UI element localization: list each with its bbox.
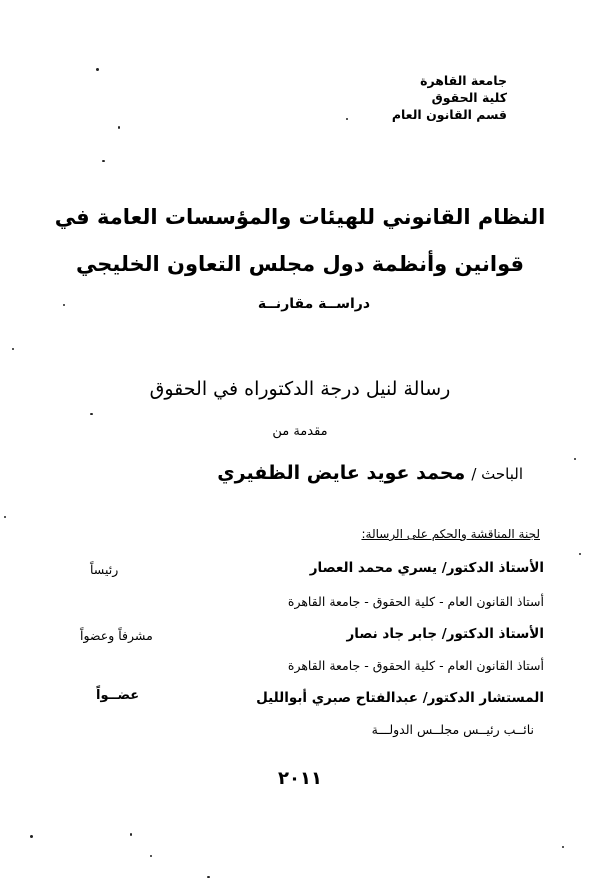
member-2-affiliation: أستاذ القانون العام - كلية الحقوق - جامعة القاهرة: [287, 658, 544, 673]
scan-speck: [118, 126, 120, 129]
member-2-name: الأستاذ الدكتور/ جابر جاد نصار: [346, 626, 544, 642]
member-3-role: عضــواً: [96, 688, 140, 703]
committee-heading: لجنة المناقشة والحكم على الرسالة:: [361, 527, 540, 541]
thesis-year: ٢٠١١: [278, 768, 322, 789]
member-1-role: رئيساً: [90, 562, 119, 577]
thesis-title-line-1: النظام القانوني للهيئات والمؤسسات العامة في: [54, 205, 546, 229]
scan-speck: [102, 160, 105, 162]
institution-block: [392, 72, 507, 123]
department-name: قسم القانون العام: [391, 107, 507, 122]
scan-speck: [346, 118, 348, 120]
researcher-label: الباحث /: [471, 465, 523, 483]
thesis-title-line-2: قوانين وأنظمة دول مجلس التعاون الخليجي: [76, 252, 524, 276]
scan-speck: [30, 835, 33, 838]
scan-speck: [562, 846, 564, 848]
member-2-role: مشرفاً وعضواً: [80, 628, 153, 643]
study-type: دراســة مقارنــة: [257, 296, 370, 312]
scan-speck: [150, 855, 152, 857]
scan-speck: [574, 458, 576, 460]
researcher-line: [217, 462, 523, 484]
scan-speck: [130, 833, 132, 836]
scan-speck: [63, 304, 65, 306]
scan-speck: [12, 348, 14, 350]
researcher-name: محمد عويد عايض الظفيري: [217, 462, 466, 484]
faculty-name: كلية الحقوق: [431, 90, 507, 105]
scan-speck: [207, 876, 210, 878]
scan-speck: [579, 553, 581, 555]
member-1-name: الأستاذ الدكتور/ يسري محمد العصار: [309, 560, 544, 576]
degree-statement: رسالة لنيل درجة الدكتوراه في الحقوق: [149, 378, 451, 400]
member-3-name: المستشار الدكتور/ عبدالفتاح صبري أبوالليل: [256, 690, 544, 706]
scan-speck: [96, 68, 99, 71]
university-name: جامعة القاهرة: [420, 73, 507, 88]
scan-speck: [4, 516, 6, 518]
presented-by-label: مقدمة من: [272, 424, 328, 439]
member-1-affiliation: أستاذ القانون العام - كلية الحقوق - جامعة القاهرة: [287, 594, 544, 609]
scan-speck: [90, 413, 93, 415]
member-3-affiliation: نائــب رئيــس مجلــس الدولـــة: [371, 722, 534, 737]
